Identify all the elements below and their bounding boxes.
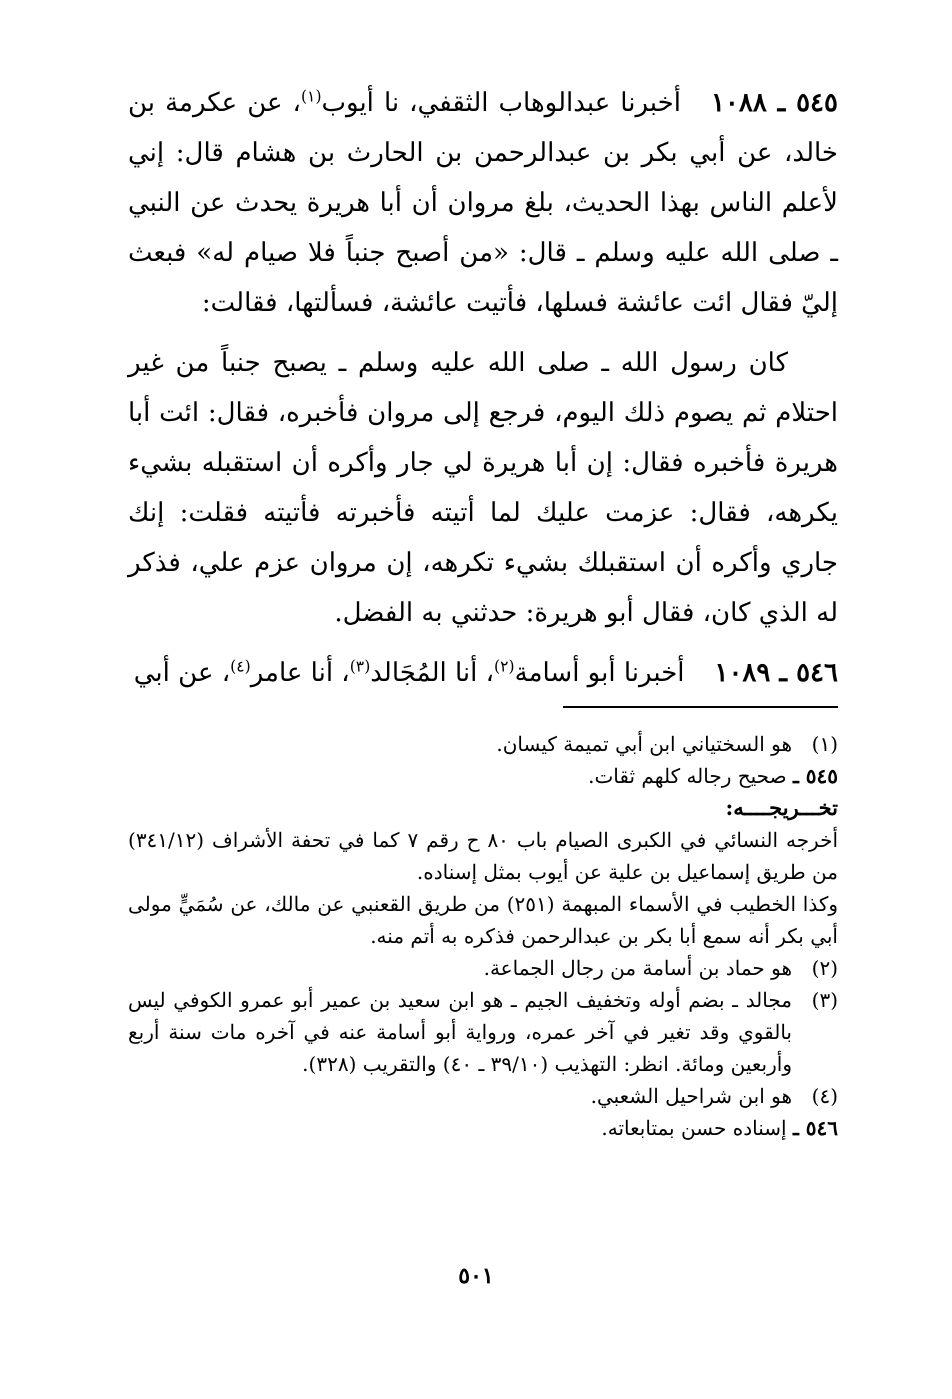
hadith-text: ، أنا المُجَالد <box>370 658 495 688</box>
footnote-ref: (١) <box>300 87 322 106</box>
hadith-continuation: كان رسول الله ـ صلى الله عليه وسلم ـ يصبح جنباً من غير احتلام ثم يصوم ذلك اليوم، فرجع إلى مروان فأخبره، فقال: ائت أبا هريرة فأخبره فقال: إن أبا هريرة لي جار وأكره أن استقبله بشيء يكرهه، فقال: عزمت عليك لما أتيته فأخبرته فأتيته فقلت: إنك جاري وأكره أن استقبلك بشيء تكرهه، إن مروان عزم علي، فذكر له الذي كان، فقال أبو هريرة: حدثني به الفضل. <box>128 348 838 628</box>
hadith-text: أخبرنا أبو أسامة <box>514 658 685 688</box>
footnote-number: (٤) <box>811 1084 838 1108</box>
footnote-text: هو حماد بن أسامة من رجال الجماعة. <box>483 956 792 980</box>
footnote-ref: (٣) <box>349 657 371 676</box>
hadith-text: ، عن عكرمة بن خالد، عن أبي بكر بن عبدالرحمن بن الحارث بن هشام قال: إني لأعلم الناس بهذا الحديث، بلغ مروان أن أبا هريرة يحدث عن النبي ـ صلى الله عليه وسلم ـ قال: «من أصبح جنباً فلا صيام له» فبعث إليّ فقال ائت عائشة فسلها، فأتيت عائشة، فسألتها، فقالت: <box>128 88 838 318</box>
footnotes <box>128 728 838 1144</box>
footnote-number: (٢) <box>811 956 838 980</box>
footnote-text: هو ابن شراحيل الشعبي. <box>590 1084 792 1108</box>
footnote-ref: (٢) <box>494 657 515 676</box>
grade-text: إسناده حسن بمتابعاته. <box>601 1116 787 1140</box>
takhrij-heading: تخـــريجــــه: <box>725 795 838 820</box>
grade-label: ٥٤٦ ـ <box>792 1116 838 1140</box>
footnote-1 <box>128 728 838 760</box>
hadith-1089 <box>128 648 838 698</box>
main-text <box>128 78 838 698</box>
takhrij-paragraph: أخرجه النسائي في الكبرى الصيام باب ٨٠ ح رقم ٧ كما في تحفة الأشراف (٣٤١/١٢) من طريق إسماعيل بن علية عن أيوب بمثل إسناده. <box>128 828 839 884</box>
grade-545 <box>128 760 838 792</box>
footnote-text: هو السختياني ابن أبي تميمة كيسان. <box>496 732 792 756</box>
takhrij-paragraph: وكذا الخطيب في الأسماء المبهمة (٢٥١) من طريق القعنبي عن مالك، عن سُمَيٍّ مولى أبي بكر أنه سمع أبا بكر بن عبدالرحمن فذكره به أتم منه. <box>128 892 838 948</box>
hadith-1088 <box>128 78 838 328</box>
hadith-text: ، أنا عامر <box>250 658 350 688</box>
hadith-number: ٥٤٦ ـ ١٠٨٩ <box>714 658 838 688</box>
grade-text: صحيح رجاله كلهم ثقات. <box>588 764 787 788</box>
footnote-number: (١) <box>811 732 838 756</box>
grade-546 <box>128 1112 838 1144</box>
hadith-text: أخبرنا عبدالوهاب الثقفي، نا أيوب <box>321 88 681 118</box>
hadith-text: ، عن أبي <box>133 658 231 688</box>
footnote-text: مجالد ـ بضم أوله وتخفيف الجيم ـ هو ابن سعيد بن عمير أبو عمرو الكوفي ليس بالقوي وقد تغير في آخر عمره، ورواية أبو أسامة عنه في آخره مات سنة أربع وأربعين ومائة. انظر: التهذيب (٣٩/١٠ ـ ٤٠) والتقريب (٣٢٨). <box>128 988 792 1076</box>
grade-label: ٥٤٥ ـ <box>792 764 838 788</box>
footnote-3 <box>128 984 838 1080</box>
hadith-number: ٥٤٥ ـ ١٠٨٨ <box>710 88 838 118</box>
footnote-2 <box>128 952 838 984</box>
page-number: ٥٠١ <box>458 1263 494 1289</box>
footnote-ref: (٤) <box>230 657 251 676</box>
footnote-4 <box>128 1080 838 1112</box>
footnote-number: (٣) <box>811 988 838 1012</box>
footnote-divider <box>563 706 838 708</box>
